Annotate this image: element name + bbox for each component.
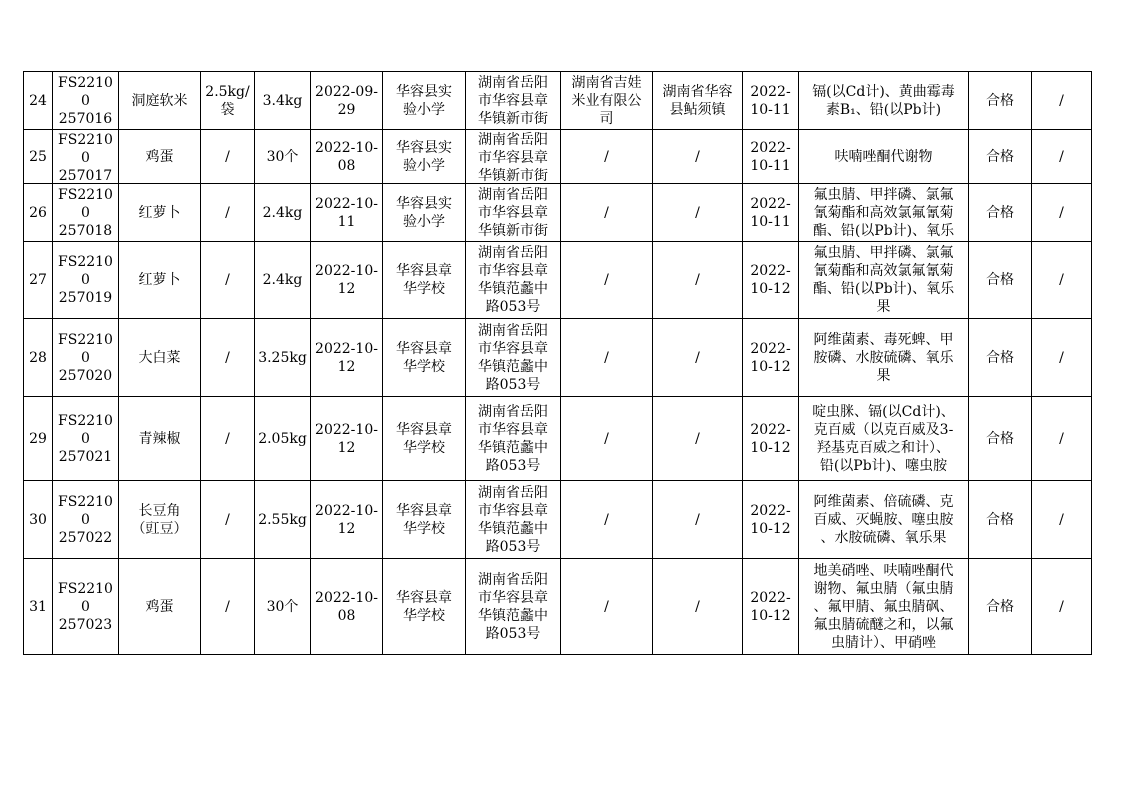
test-date-cell [743,481,799,559]
sample-code-text: FS22100 257019 [58,254,113,306]
remark-cell [1032,242,1092,319]
specification-cell [201,481,255,559]
manufacturer-address-text: / [695,272,700,288]
specification-text: / [225,349,230,366]
specification-cell [201,242,255,319]
sampled-unit-cell [383,242,466,319]
test-items-text: 镉(以Cd计)、黄曲霉毒 素B₁、铅(以Pb计) [812,83,955,118]
specification-text: / [225,430,230,447]
sampled-unit-text: 华容县实 验小学 [396,195,452,230]
test-items-text: 啶虫脒、镉(以Cd计)、 克百威（以克百威及3- 羟基克百威之和计）、 铅(以Pb计)、噻虫胺 [812,403,955,474]
table-row [24,72,1092,130]
sampled-address-text: 湖南省岳阳 市华容县章 华镇新市街 [478,74,548,127]
table-body [24,72,1092,655]
manufacturer-text: / [604,511,609,528]
table-row [24,130,1092,184]
sampled-unit-text: 华容县章 华学校 [396,421,452,456]
test-date-cell [743,72,799,130]
sample-quantity-text: 30个 [266,148,299,165]
manufacturer-text: / [604,204,609,221]
sampled-address-text: 湖南省岳阳 市华容县章 华镇范蠡中 路053号 [478,571,548,642]
sampled-address-cell [466,184,561,242]
test-date-text: 2022- 10-12 [750,502,791,537]
result-cell [969,559,1032,655]
result-cell [969,481,1032,559]
row-number-text: 29 [29,430,47,447]
sample-quantity-text: 3.4kg [262,92,303,109]
result-cell [969,319,1032,397]
test-date-text: 2022- 10-12 [750,340,791,375]
manufacturer-address-cell [653,319,743,397]
manufacturer-address-text: / [695,148,700,165]
sample-code-text: FS22100 257016 [58,74,113,127]
row-number-text: 26 [29,204,47,221]
manufacturer-address-text: / [695,598,700,615]
food-name-cell [119,130,201,184]
sampled-unit-cell [383,481,466,559]
result-text: 合格 [986,92,1014,109]
specification-text: / [225,272,230,288]
row-number-cell [24,184,53,242]
sample-code-cell [53,319,119,397]
test-items-cell [799,559,969,655]
result-text: 合格 [986,430,1014,447]
result-cell [969,72,1032,130]
sampled-address-text: 湖南省岳阳 市华容县章 华镇新市街 [478,186,548,239]
sampled-unit-text: 华容县实 验小学 [396,139,452,174]
manufacturer-address-cell [653,184,743,242]
sampled-address-cell [466,559,561,655]
food-name-text: 长豆角 （豇豆） [131,502,188,537]
row-number-text: 28 [29,349,47,366]
manufacturer-cell [561,559,653,655]
manufacturer-address-text: / [695,430,700,447]
test-date-cell [743,184,799,242]
specification-cell [201,319,255,397]
sample-quantity-text: 3.25kg [258,349,307,366]
row-number-text: 24 [29,92,47,109]
specification-cell [201,72,255,130]
production-date-cell [311,397,383,481]
sample-code-cell [53,72,119,130]
manufacturer-text: / [604,148,609,165]
manufacturer-text: / [604,598,609,615]
test-items-cell [799,242,969,319]
test-items-cell [799,72,969,130]
sampled-unit-text: 华容县章 华学校 [396,502,452,537]
sampled-address-cell [466,319,561,397]
sampled-unit-cell [383,72,466,130]
row-number-text: 30 [29,511,47,528]
food-name-text: 大白菜 [138,349,181,366]
inspection-results-table [23,71,1092,655]
food-name-cell [119,72,201,130]
sampled-unit-text: 华容县实 验小学 [396,83,452,118]
specification-cell [201,184,255,242]
sampled-unit-cell [383,559,466,655]
sample-code-cell [53,481,119,559]
remark-text: / [1059,272,1064,288]
remark-text: / [1059,92,1064,109]
sample-quantity-cell [255,242,311,319]
manufacturer-address-text: / [695,204,700,221]
sample-quantity-cell [255,559,311,655]
sampled-unit-text: 华容县章 华学校 [396,263,452,297]
remark-cell [1032,72,1092,130]
sample-quantity-cell [255,130,311,184]
manufacturer-cell [561,397,653,481]
production-date-text: 2022-10- 12 [315,263,378,297]
test-items-text: 氟虫腈、甲拌磷、氯氟 氰菊酯和高效氯氟氰菊 酯、铅(以Pb计)、氧乐 果 [812,245,955,315]
test-items-cell [799,319,969,397]
test-items-cell [799,481,969,559]
test-items-text: 地美硝唑、呋喃唑酮代 谢物、氟虫腈（氟虫腈 、氟甲腈、氟虫腈砜、 氟虫腈硫醚之和，以氟 虫腈计）、甲硝唑 [813,562,954,651]
sample-quantity-cell [255,481,311,559]
production-date-text: 2022-10- 08 [315,589,378,624]
sampled-unit-text: 华容县章 华学校 [396,589,452,624]
specification-text: / [225,204,230,221]
food-name-cell [119,397,201,481]
sample-code-cell [53,397,119,481]
specification-cell [201,130,255,184]
row-number-text: 31 [29,598,47,615]
production-date-text: 2022-10- 12 [315,340,378,375]
sample-quantity-cell [255,72,311,130]
sample-quantity-text: 30个 [266,598,299,615]
production-date-cell [311,130,383,184]
manufacturer-cell [561,184,653,242]
manufacturer-cell [561,130,653,184]
result-text: 合格 [986,272,1014,288]
sample-code-text: FS22100 257017 [58,131,113,183]
result-cell [969,184,1032,242]
manufacturer-cell [561,481,653,559]
food-name-cell [119,319,201,397]
sample-quantity-cell [255,397,311,481]
table-row [24,242,1092,319]
table-row [24,481,1092,559]
specification-cell [201,559,255,655]
food-name-text: 洞庭软米 [131,92,188,109]
row-number-cell [24,319,53,397]
production-date-cell [311,319,383,397]
test-date-text: 2022- 10-11 [750,195,791,230]
specification-text: 2.5kg/ 袋 [205,83,250,118]
sampled-address-cell [466,242,561,319]
sample-quantity-text: 2.4kg [262,204,303,221]
food-name-cell [119,559,201,655]
manufacturer-text: / [604,349,609,366]
row-number-cell [24,242,53,319]
sampled-address-cell [466,130,561,184]
row-number-cell [24,397,53,481]
row-number-text: 27 [29,272,47,288]
test-date-text: 2022- 10-11 [750,83,791,118]
result-text: 合格 [986,349,1014,366]
test-date-text: 2022- 10-12 [750,263,791,297]
production-date-text: 2022-10- 12 [315,421,378,456]
sampled-address-text: 湖南省岳阳 市华容县章 华镇范蠡中 路053号 [478,403,548,474]
result-text: 合格 [986,511,1014,528]
row-number-cell [24,72,53,130]
manufacturer-address-cell [653,130,743,184]
manufacturer-address-text: / [695,349,700,366]
remark-cell [1032,397,1092,481]
sample-code-text: FS22100 257022 [58,493,113,546]
production-date-cell [311,559,383,655]
sampled-address-cell [466,72,561,130]
sampled-address-cell [466,481,561,559]
test-date-cell [743,242,799,319]
production-date-text: 2022-10- 12 [315,502,378,537]
sample-quantity-text: 2.55kg [258,511,307,528]
sampled-unit-cell [383,130,466,184]
remark-text: / [1059,148,1064,165]
manufacturer-address-cell [653,559,743,655]
test-items-cell [799,397,969,481]
food-name-text: 红萝卜 [138,272,181,288]
sample-code-cell [53,184,119,242]
specification-text: / [225,511,230,528]
food-name-text: 青辣椒 [138,430,181,447]
sample-code-text: FS22100 257023 [58,580,113,633]
sampled-address-text: 湖南省岳阳 市华容县章 华镇范蠡中 路053号 [478,322,548,393]
food-name-text: 鸡蛋 [145,148,174,165]
manufacturer-text: 湖南省吉娃 米业有限公 司 [571,74,642,127]
sample-quantity-cell [255,319,311,397]
specification-text: / [225,148,230,165]
sample-quantity-text: 2.05kg [258,430,307,447]
result-text: 合格 [986,204,1014,221]
food-name-cell [119,481,201,559]
table-row [24,184,1092,242]
test-items-text: 阿维菌素、毒死蜱、甲 胺磷、水胺硫磷、氧乐 果 [813,331,954,384]
production-date-cell [311,72,383,130]
remark-cell [1032,184,1092,242]
manufacturer-cell [561,319,653,397]
food-name-cell [119,242,201,319]
test-items-cell [799,184,969,242]
sample-code-cell [53,559,119,655]
sample-quantity-text: 2.4kg [262,272,303,288]
manufacturer-cell [561,242,653,319]
manufacturer-address-cell [653,242,743,319]
sample-code-text: FS22100 257021 [58,412,113,465]
result-cell [969,242,1032,319]
manufacturer-cell [561,72,653,130]
production-date-cell [311,184,383,242]
sampled-address-text: 湖南省岳阳 市华容县章 华镇范蠡中 路053号 [478,484,548,555]
remark-cell [1032,130,1092,184]
test-date-cell [743,130,799,184]
test-date-text: 2022- 10-12 [750,421,791,456]
food-name-cell [119,184,201,242]
test-date-cell [743,319,799,397]
sampled-unit-cell [383,184,466,242]
sampled-unit-cell [383,319,466,397]
production-date-cell [311,481,383,559]
food-name-text: 鸡蛋 [145,598,174,615]
sampled-address-cell [466,397,561,481]
specification-cell [201,397,255,481]
production-date-text: 2022-10- 11 [315,195,378,230]
test-items-cell [799,130,969,184]
row-number-text: 25 [29,148,47,165]
row-number-cell [24,559,53,655]
sampled-address-text: 湖南省岳阳 市华容县章 华镇范蠡中 路053号 [478,245,548,315]
sample-code-text: FS22100 257018 [58,186,113,239]
test-date-text: 2022- 10-12 [750,589,791,624]
sampled-address-text: 湖南省岳阳 市华容县章 华镇新市街 [478,131,548,183]
remark-text: / [1059,598,1064,615]
manufacturer-text: / [604,430,609,447]
sample-code-cell [53,242,119,319]
test-items-text: 呋喃唑酮代谢物 [834,148,933,165]
table-row [24,319,1092,397]
test-date-text: 2022- 10-11 [750,139,791,174]
result-text: 合格 [986,148,1014,165]
remark-cell [1032,481,1092,559]
test-items-text: 阿维菌素、倍硫磷、克 百威、灭蝇胺、噻虫胺 、水胺硫磷、氧乐果 [813,493,954,546]
remark-text: / [1059,430,1064,447]
remark-text: / [1059,204,1064,221]
remark-text: / [1059,349,1064,366]
result-cell [969,130,1032,184]
test-items-text: 氟虫腈、甲拌磷、氯氟 氰菊酯和高效氯氟氰菊 酯、铅(以Pb计)、氧乐 [812,186,955,239]
test-date-cell [743,559,799,655]
sampled-unit-text: 华容县章 华学校 [396,340,452,375]
manufacturer-address-cell [653,481,743,559]
test-date-cell [743,397,799,481]
row-number-cell [24,130,53,184]
row-number-cell [24,481,53,559]
table-row [24,559,1092,655]
sampled-unit-cell [383,397,466,481]
sample-quantity-cell [255,184,311,242]
production-date-text: 2022-09- 29 [315,83,378,118]
manufacturer-address-cell [653,72,743,130]
manufacturer-address-cell [653,397,743,481]
sample-code-text: FS22100 257020 [58,331,113,384]
remark-text: / [1059,511,1064,528]
table-row [24,397,1092,481]
production-date-cell [311,242,383,319]
production-date-text: 2022-10- 08 [315,139,378,174]
sample-code-cell [53,130,119,184]
manufacturer-address-text: / [695,511,700,528]
food-name-text: 红萝卜 [138,204,181,221]
remark-cell [1032,319,1092,397]
result-text: 合格 [986,598,1014,615]
specification-text: / [225,598,230,615]
remark-cell [1032,559,1092,655]
result-cell [969,397,1032,481]
manufacturer-address-text: 湖南省华容 县鲇须镇 [662,83,733,118]
manufacturer-text: / [604,272,609,288]
